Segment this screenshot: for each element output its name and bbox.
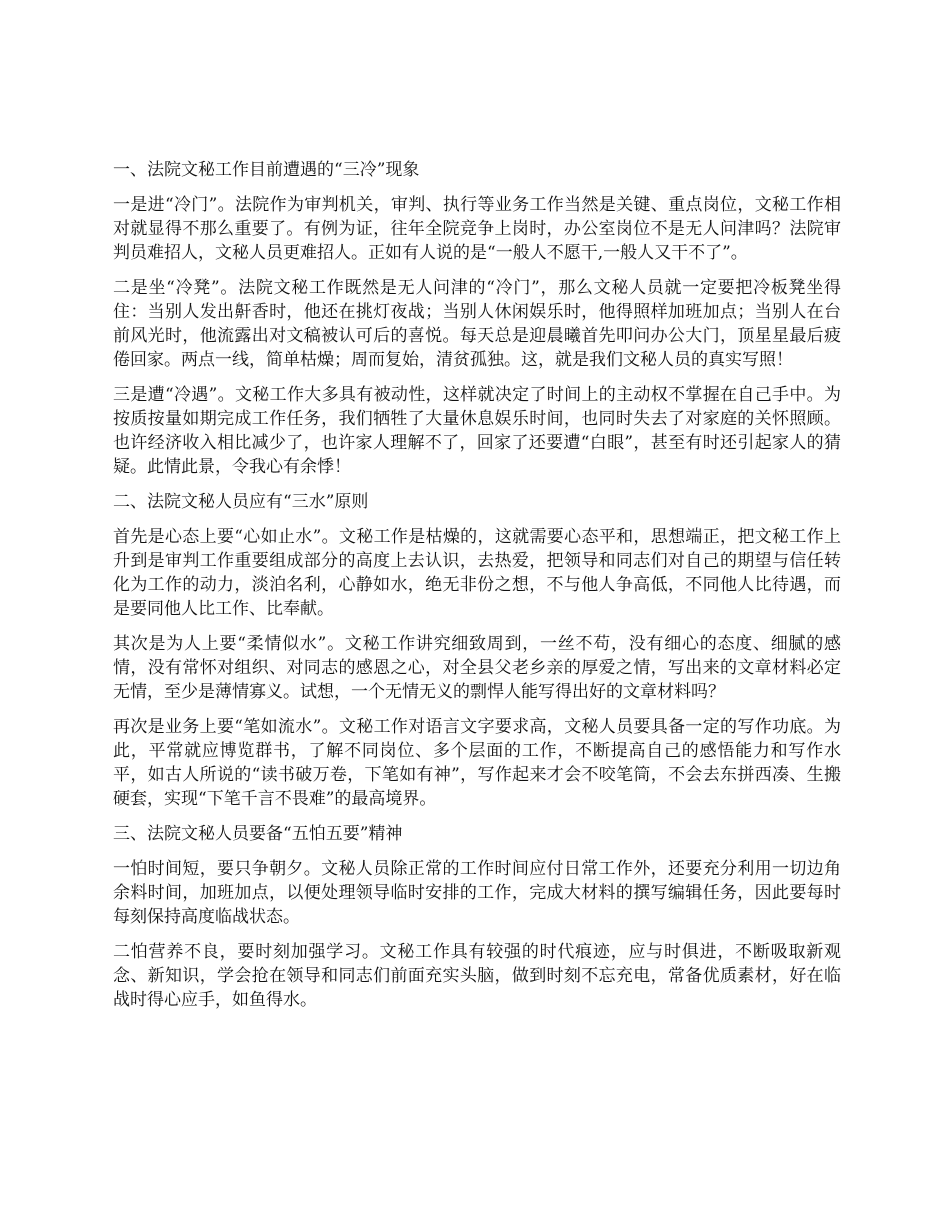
paragraph: 一是进“冷门”。法院作为审判机关，审判、执行等业务工作当然是关键、重点岗位，文秘工作相对就显得不那么重要了。有例为证，往年全院竞争上岗时，办公室岗位不是无人问津吗？法院审判员难招人，文秘人员更难招人。正如有人说的是“一般人不愿干,一般人又干不了”。 [113, 195, 841, 263]
paragraph: 二是坐“冷凳”。法院文秘工作既然是无人问津的“冷门”，那么文秘人员就一定要把冷板凳坐得住：当别人发出鼾香时，他还在挑灯夜战；当别人休闲娱乐时，他得照样加班加点；当别人在台前风光时，他流露出对文稿被认可后的喜悦。每天总是迎晨曦首先叩问办公大门，顶星星最后疲倦回家。两点一线，简单枯燥；周而复始，清贫孤独。这，就是我们文秘人员的真实写照！ [113, 278, 841, 370]
section-heading-2: 二、法院文秘人员应有“三水”原则 [113, 492, 369, 512]
section-heading-1: 一、法院文秘工作目前遭遇的“三冷”现象 [113, 160, 420, 180]
document-page [113, 158, 841, 1023]
paragraph: 一怕时间短，要只争朝夕。文秘人员除正常的工作时间应付日常工作外，还要充分利用一切边角余料时间，加班加点，以便处理领导临时安排的工作，完成大材料的撰写编辑任务，因此要每时每刻保持高度临战状态。 [113, 859, 841, 927]
paragraph: 三是遭“冷遇”。文秘工作大多具有被动性，这样就决定了时间上的主动权不掌握在自己手中。为按质按量如期完成工作任务，我们牺牲了大量休息娱乐时间，也同时失去了对家庭的关怀照顾。也许经济收入相比减少了，也许家人理解不了，回家了还要遭“白眼”，甚至有时还引起家人的猜疑。此情此景，令我心有余悸！ [113, 385, 841, 477]
paragraph: 再次是业务上要“笔如流水”。文秘工作对语言文字要求高，文秘人员要具备一定的写作功底。为此，平常就应博览群书，了解不同岗位、多个层面的工作，不断提高自己的感悟能力和写作水平，如古人所说的“读书破万卷，下笔如有神”，写作起来才会不咬笔筒，不会去东拼西凑、生搬硬套，实现“下笔千言不畏难”的最高境界。 [113, 717, 841, 809]
section-heading-3: 三、法院文秘人员要备“五怕五要”精神 [113, 824, 403, 844]
paragraph: 其次是为人上要“柔情似水”。文秘工作讲究细致周到，一丝不苟，没有细心的态度、细腻的感情，没有常怀对组织、对同志的感恩之心，对全县父老乡亲的厚爱之情，写出来的文章材料必定无情，至少是薄情寡义。试想，一个无情无义的剽悍人能写得出好的文章材料吗？ [113, 634, 841, 702]
paragraph: 二怕营养不良，要时刻加强学习。文秘工作具有较强的时代痕迹，应与时俱进，不断吸取新观念、新知识，学会抢在领导和同志们前面充实头脑，做到时刻不忘充电，常备优质素材，好在临战时得心应手，如鱼得水。 [113, 942, 841, 1010]
paragraph: 首先是心态上要“心如止水”。文秘工作是枯燥的，这就需要心态平和，思想端正，把文秘工作上升到是审判工作重要组成部分的高度上去认识，去热爱，把领导和同志们对自己的期望与信任转化为工作的动力，淡泊名利，心静如水，绝无非份之想，不与他人争高低，不同他人比待遇，而是要同他人比工作、比奉献。 [113, 527, 841, 619]
